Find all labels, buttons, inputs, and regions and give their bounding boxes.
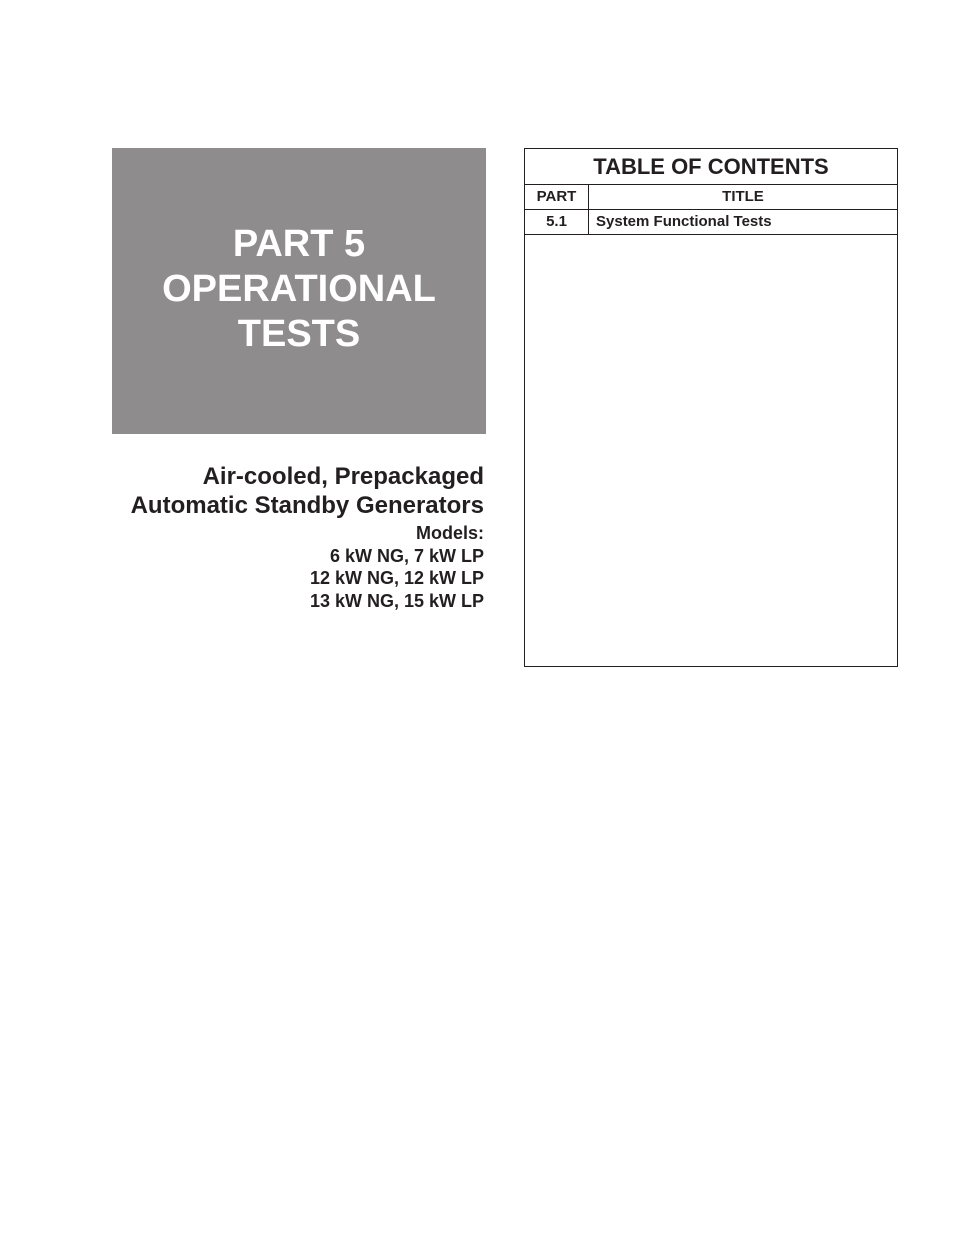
part-number: PART 5 [232,223,366,265]
table-of-contents [524,148,898,667]
model-line: 6 kW NG, 7 kW LP [329,545,484,566]
product-title-line-1: Air-cooled, Prepackaged [202,463,484,490]
product-description [112,462,484,612]
toc-header-row [525,185,897,210]
models-label: Models: [415,523,484,543]
toc-entry-row[interactable] [525,210,897,235]
toc-entry-part: 5.1 [525,210,589,234]
part-heading-box [112,148,486,434]
model-line: 13 kW NG, 15 kW LP [309,590,484,611]
toc-title: TABLE OF CONTENTS [525,149,897,185]
toc-column-title: TITLE [722,188,764,205]
product-title-line-2: Automatic Standby Generators [130,492,484,519]
toc-column-part: PART [525,185,589,209]
toc-entry-title[interactable]: System Functional Tests [596,213,772,230]
model-line: 12 kW NG, 12 kW LP [309,568,484,588]
part-title-line-2: TESTS [237,313,361,355]
part-title-line-1: OPERATIONAL [162,268,436,310]
